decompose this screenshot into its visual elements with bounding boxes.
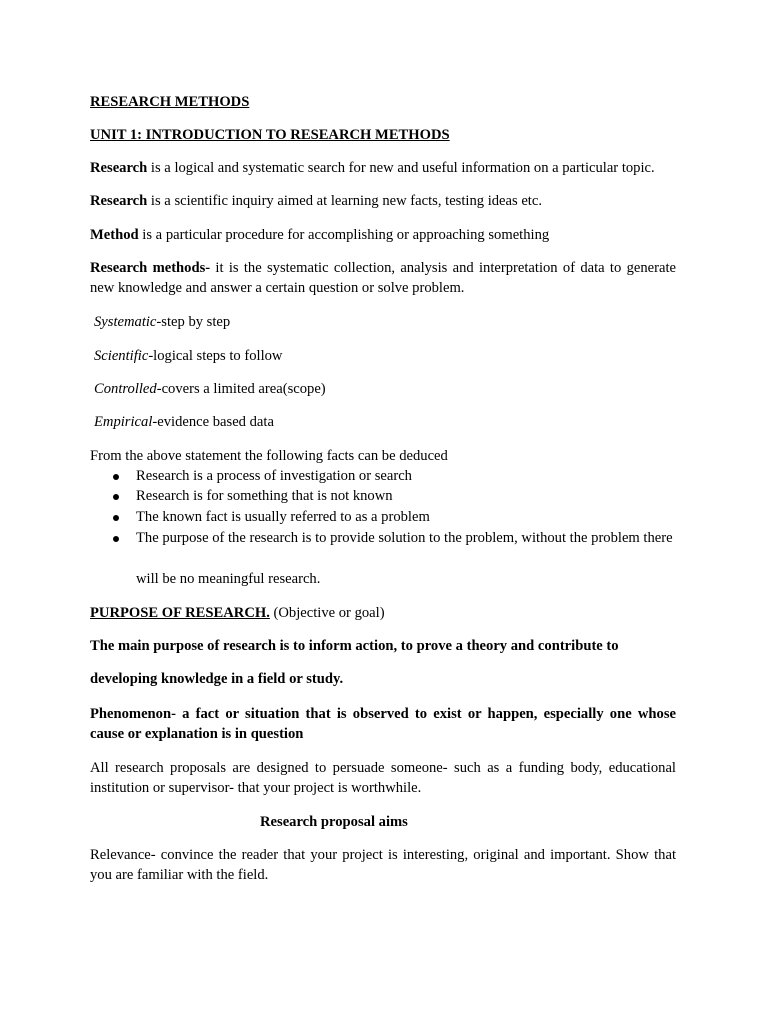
proposals-paragraph: All research proposals are designed to persuade someone- such as a funding body, educational institution or supervisor- that your project is worthwhile. <box>90 760 676 796</box>
purpose-statement-line-1: The main purpose of research is to inform action, to prove a theory and contribute to <box>90 638 619 654</box>
definition-term: Research <box>90 160 148 176</box>
purpose-title: PURPOSE OF RESEARCH. <box>90 605 270 621</box>
purpose-note: (Objective or goal) <box>269 605 385 621</box>
purpose-statement-line-2: developing knowledge in a field or study. <box>90 671 344 687</box>
definition-research-2 <box>90 191 542 211</box>
document-title: RESEARCH METHODS <box>90 94 250 110</box>
characteristic-term: Systematic <box>94 314 157 330</box>
definition-text: is a particular procedure for accomplishing or approaching something <box>138 227 550 243</box>
bullet-icon <box>113 474 119 480</box>
definition-method <box>90 225 549 245</box>
characteristic-text: -evidence based data <box>152 414 274 430</box>
definition-term: Research <box>90 193 148 209</box>
definition-term: Research methods- <box>90 260 211 276</box>
bullet-icon <box>113 494 119 500</box>
definition-text: is a scientific inquiry aimed at learning new facts, testing ideas etc. <box>147 193 542 209</box>
proposal-aims-heading: Research proposal aims <box>260 814 408 830</box>
relevance-paragraph: Relevance- convince the reader that your project is interesting, original and important. Show that you are familiar with the field. <box>90 847 676 883</box>
definition-research-1 <box>90 158 655 178</box>
definition-text: is a logical and systematic search for new and useful information on a particular topic. <box>147 160 655 176</box>
purpose-heading <box>90 603 385 623</box>
characteristic-text: -step by step <box>156 314 231 330</box>
characteristic-text: -covers a limited area(scope) <box>156 381 326 397</box>
characteristic-term: Controlled <box>94 381 157 397</box>
characteristic-text: -logical steps to follow <box>148 348 283 364</box>
bullet-icon <box>113 536 119 542</box>
characteristic-term: Empirical <box>94 414 153 430</box>
bullet-icon <box>113 515 119 521</box>
unit-title: UNIT 1: INTRODUCTION TO RESEARCH METHODS <box>90 127 450 143</box>
characteristic-scientific <box>94 346 282 366</box>
definition-term: Method <box>90 227 139 243</box>
phenomenon-definition: Phenomenon- a fact or situation that is observed to exist or happen, especially one whose cause or explanation is in question <box>90 706 676 742</box>
characteristic-systematic <box>94 312 230 332</box>
characteristic-term: Scientific <box>94 348 149 364</box>
characteristic-empirical <box>94 412 274 432</box>
characteristic-controlled <box>94 379 326 399</box>
document-page: RESEARCH METHODS UNIT 1: INTRODUCTION TO RESEARCH METHODS Research is a logical and systematic search for new and useful information on a particular topic. Research is a scientific inquiry aimed at learning new facts, testing ideas etc. Method is a particular procedure for accomplishing or approaching something Research methods- it is the systematic collection, analysis and interpretation of data to generate new knowledge and answer a certain question or solve problem. Systematic-step by step Scientific-logical steps to follow Controlled-covers a limited area(scope) Empirical-evidence based data From the above statement the following facts can be deduced Research is a process of investigation or search Research is for something that is not known The known fact is usually referred to as a problem The purpose of the research is to provide solution to the problem, without the problem there will be no meaningful research. PURPOSE OF RESEARCH. (Objective or goal) The main purpose of research is to inform action, to prove a theory and contribute to developing knowledge in a field or study. Phenomenon- a fact or situation that is observed to exist or happen, especially one whose cause or explanation is in question All research proposals are designed to persuade someone- such as a funding body, educational institution or supervisor- that your project is worthwhile. Research proposal aims Relevance- convince the reader that your project is interesting, original and important. Show that you are familiar with the field. <box>90 94 676 883</box>
facts-intro: From the above statement the following facts can be deduced <box>90 448 448 464</box>
definition-text: it is the systematic collection, analysis and interpretation of data to generate new knowledge and answer a certain question or solve problem. <box>90 260 676 296</box>
definition-research-methods <box>90 258 676 298</box>
